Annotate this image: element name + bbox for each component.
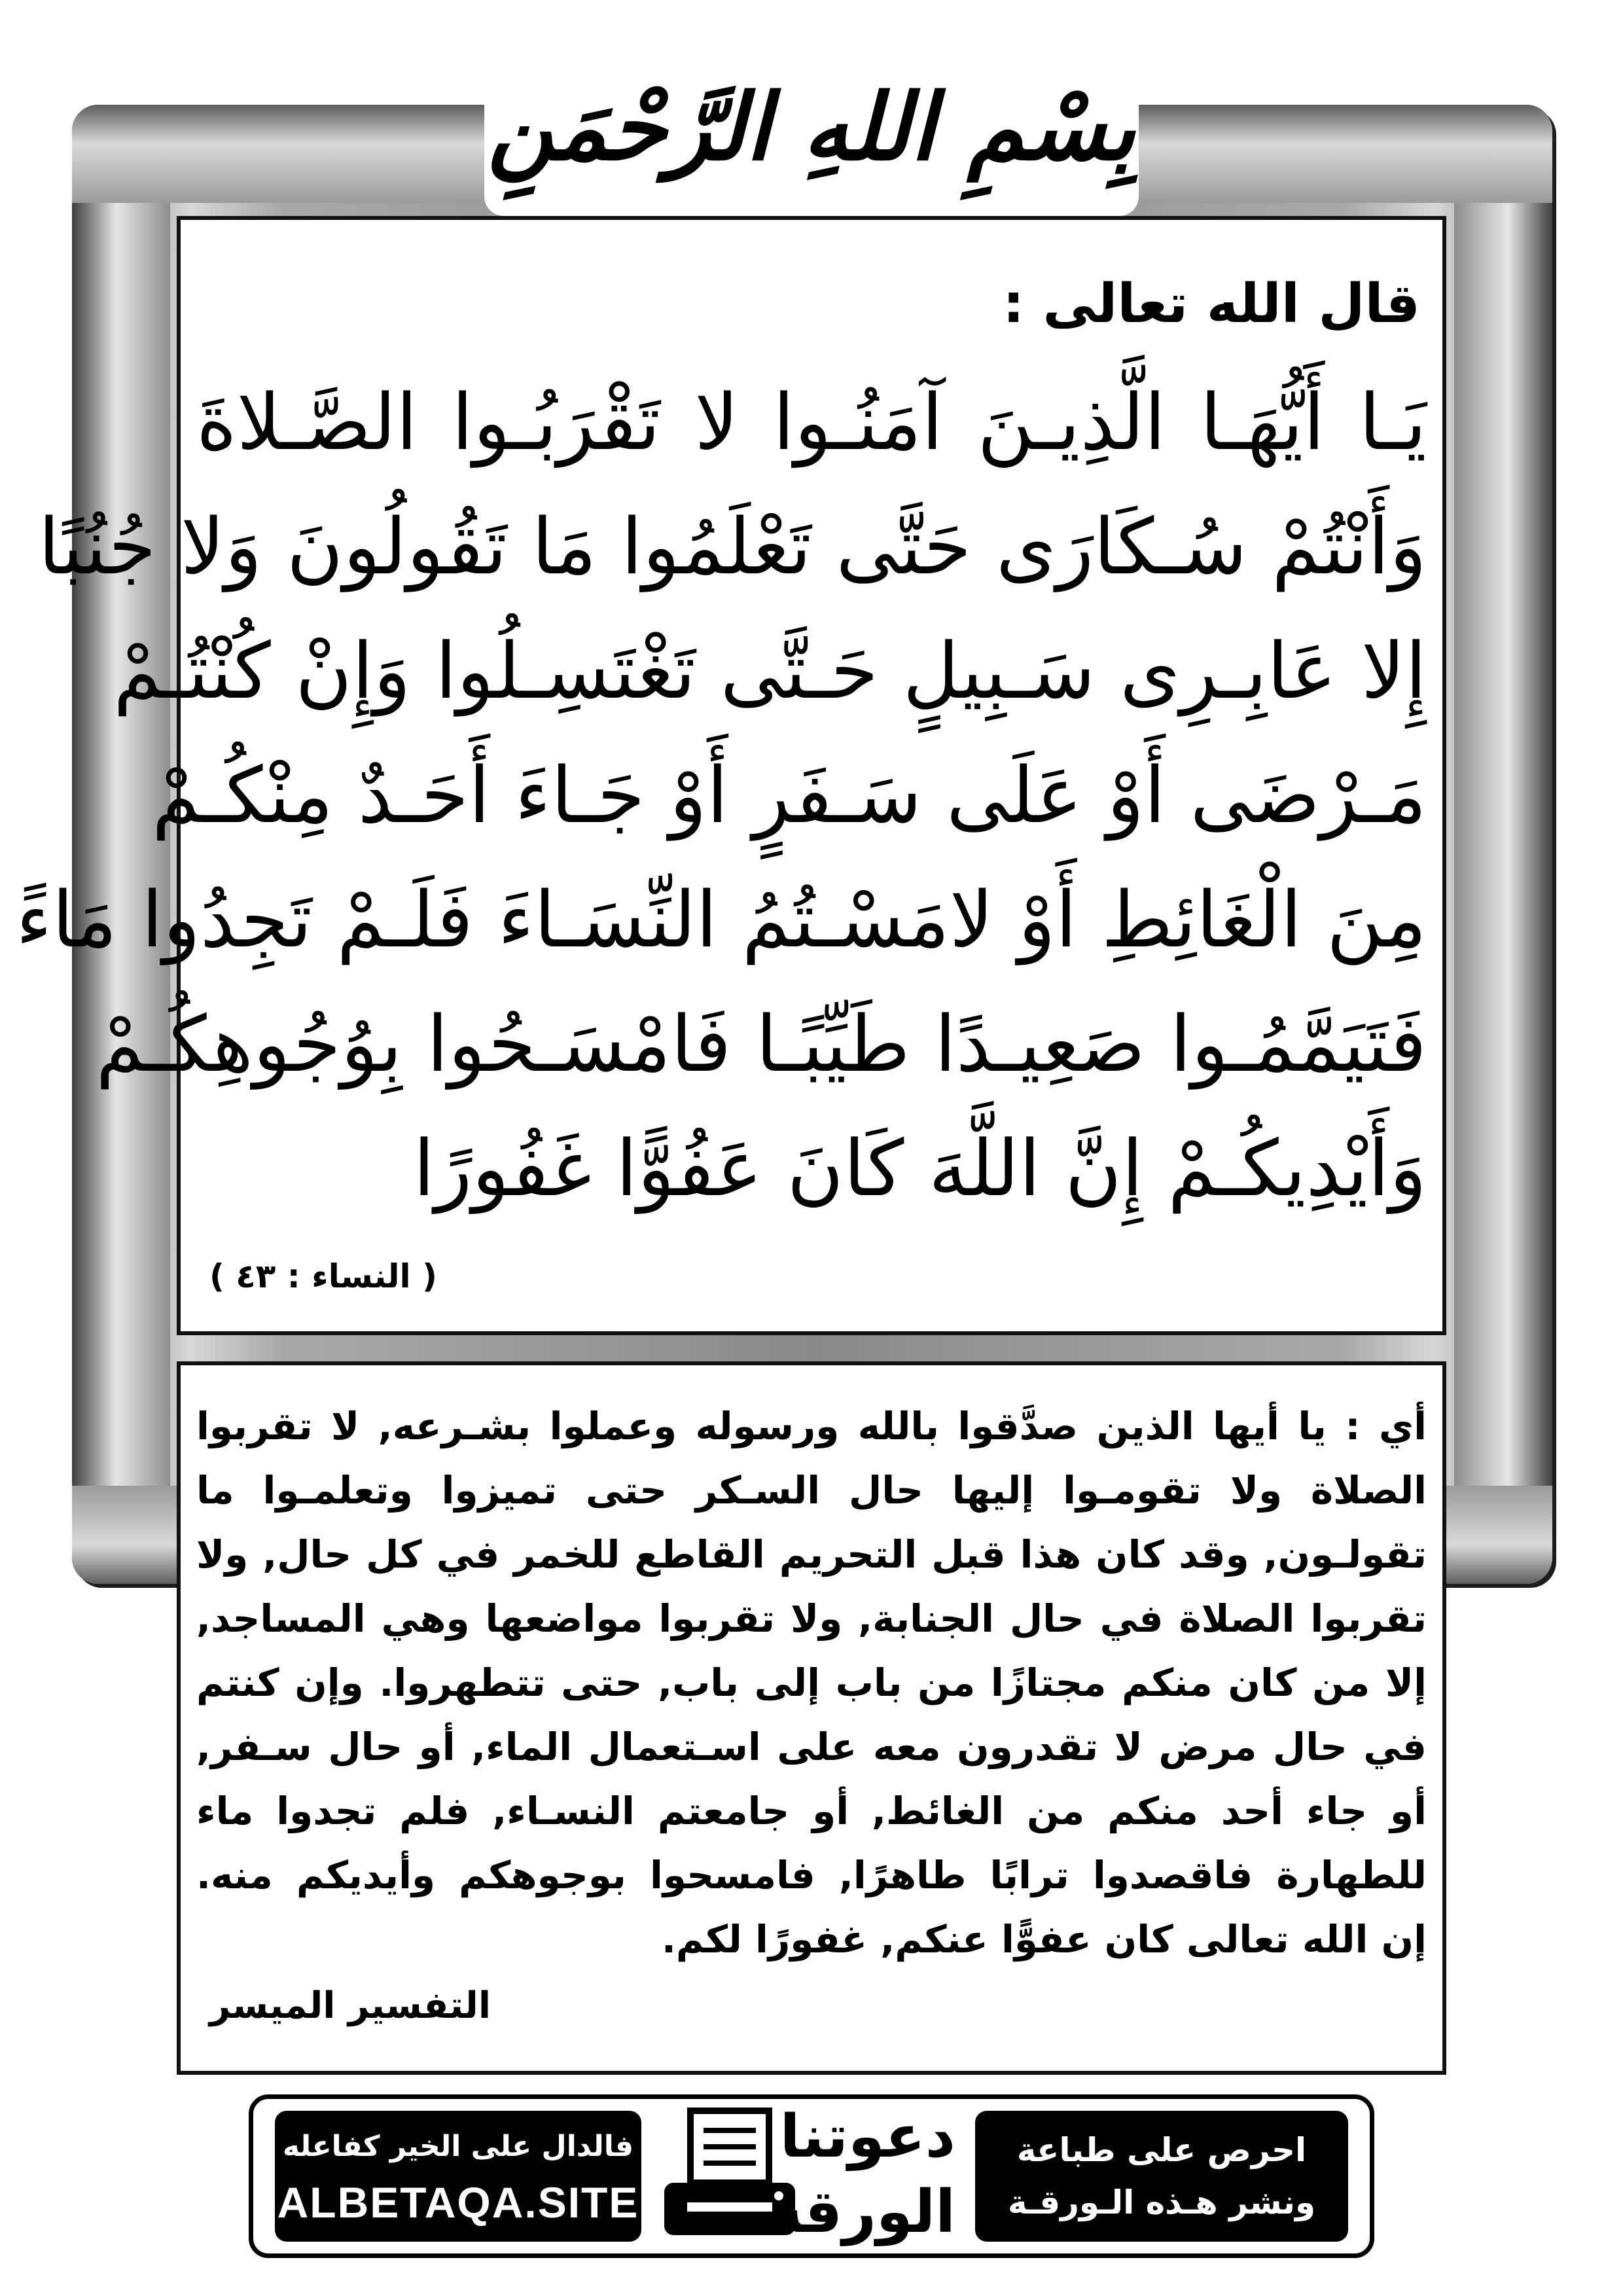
- tafsir-line: أو جاء أحد منكم من الغائط, أو جامعتم النسـاء, فلم تجدوا ماء: [196, 1789, 1427, 1833]
- verse-heading: قال الله تعالى :: [1003, 273, 1420, 335]
- verse-line: فَتَيَمَّمُـوا صَعِيـدًا طَيِّبًـا فَامْسَـحُوا بِوُجُوهِكُـمْ: [96, 999, 1427, 1089]
- tafsir-line: إلا من كان منكم مجتازًا من باب إلى باب, حتى تتطهروا. وإن كنتم: [196, 1660, 1427, 1705]
- tafsir-line: للطهارة فاقصدوا ترابًا طاهرًا, فامسحوا بوجوهكم وأيديكم منه.: [196, 1853, 1427, 1897]
- logo-text-top: دعوتنا: [779, 2102, 955, 2171]
- tafsir-line: إن الله تعالى كان عفوًّا عنكم, غفورًا لكم.: [661, 1917, 1427, 1962]
- footer-call-to-action-line1: احرص على طباعة: [1016, 2131, 1307, 2169]
- logo-text-bottom: الورقة: [768, 2178, 955, 2246]
- verse-line: وَأَنْتُمْ سُـكَارَى حَتَّى تَعْلَمُوا مَا تَقُولُونَ وَلا جُنُبًا: [38, 501, 1427, 592]
- footer-site-link[interactable]: ALBETAQA.SITE: [277, 2178, 639, 2227]
- verse-line: إِلا عَابِـرِى سَـبِيلٍ حَـتَّى تَغْتَسِـلُوا وَإِنْ كُنْتُـمْ: [113, 626, 1427, 716]
- frame-right-bar: [1454, 105, 1552, 1584]
- footer-saying: فالدال على الخير كفاعله: [282, 2130, 634, 2163]
- footer-call-to-action-line2: ونشر هـذه الـورقـة: [1007, 2183, 1316, 2221]
- verse-reference: ( النساء : ٤٣ ): [209, 1257, 437, 1295]
- verse-line: وَأَيْدِيكُـمْ إِنَّ اللَّهَ كَانَ عَفُوًّا غَفُورًا: [413, 1123, 1427, 1213]
- tafsir-line: تقربوا الصلاة في حال الجنابة, ولا تقربوا مواضعها وهي المساجد,: [196, 1596, 1427, 1641]
- verse-line: مَـرْضَى أَوْ عَلَى سَـفَرٍ أَوْ جَـاءَ أَحَـدٌ مِنْكُـمْ: [152, 750, 1427, 840]
- tafsir-line: أي : يا أيها الذين صدَّقوا بالله ورسوله وعملوا بشـرعه, لا تقربوا: [196, 1404, 1427, 1448]
- tafsir-line: في حال مرض لا تقدرون معه على اسـتعمال الماء, أو حال سـفر,: [196, 1725, 1427, 1769]
- tafsir-line: تقولـون, وقد كان هذا قبل التحريم القاطع للخمر في كل حال, ولا: [196, 1532, 1427, 1577]
- verse-line: مِنَ الْغَائِطِ أَوْ لامَسْـتُمُ النِّسَـاءَ فَلَـمْ تَجِدُوا مَاءً: [16, 874, 1427, 965]
- tafsir-line: الصلاة ولا تقومـوا إليها حال السـكر حتى تميزوا وتعلمـوا ما: [196, 1468, 1427, 1513]
- verse-line: يَـا أَيُّهَـا الَّذِيـنَ آمَنُـوا لا تَقْرَبُـوا الصَّـلاةَ: [196, 377, 1427, 467]
- basmala-calligraphy: بِسْمِ اللهِ الرَّحْمَنِ: [487, 74, 1136, 181]
- tafsir-source: التفسير الميسر: [209, 1984, 491, 2027]
